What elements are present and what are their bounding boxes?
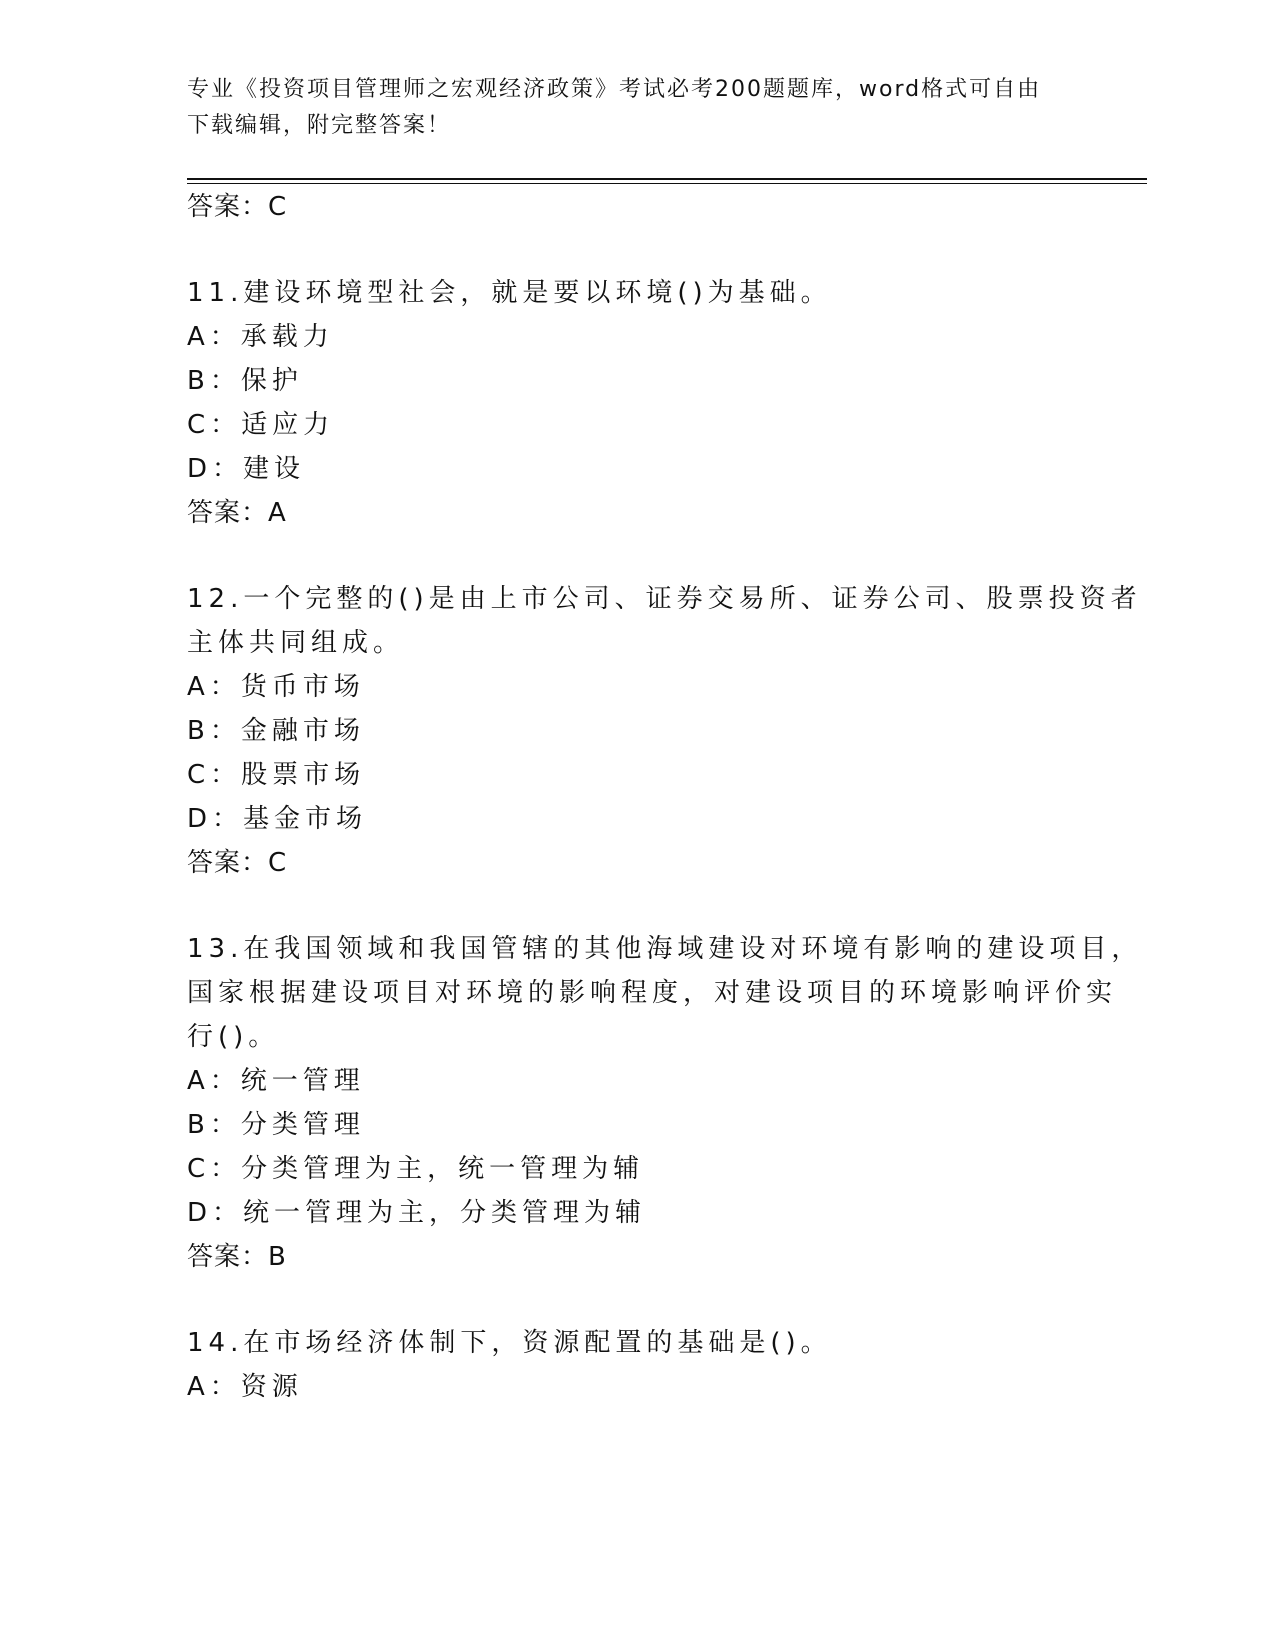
- question-11-option-a: A：承载力: [187, 322, 334, 352]
- question-14-stem: 14.在市场经济体制下，资源配置的基础是()。: [187, 1328, 832, 1358]
- question-11-answer: 答案：A: [187, 498, 287, 528]
- question-13-answer: 答案：B: [187, 1242, 287, 1272]
- question-11-option-c: C：适应力: [187, 410, 335, 440]
- question-11-option-d: D：建设: [187, 454, 306, 484]
- previous-answer: 答案：C: [187, 192, 288, 222]
- question-12-stem-line-1: 12.一个完整的()是由上市公司、证券交易所、证券公司、股票投资者: [187, 584, 1142, 614]
- question-12-option-c: C：股票市场: [187, 760, 366, 790]
- question-13-stem-line-3: 行()。: [187, 1022, 280, 1052]
- header-line-2: 下载编辑，附完整答案！: [187, 113, 452, 138]
- question-13-stem-line-2: 国家根据建设项目对环境的影响程度，对建设项目的环境影响评价实: [187, 978, 1118, 1008]
- header-divider-thick: [187, 178, 1147, 180]
- header-divider-thin: [187, 183, 1147, 184]
- question-12-option-b: B：金融市场: [187, 716, 365, 746]
- document-header: [187, 72, 1067, 144]
- question-13-option-d: D：统一管理为主，分类管理为辅: [187, 1198, 647, 1228]
- header-line-1: 专业《投资项目管理师之宏观经济政策》考试必考200题题库，word格式可自由: [187, 77, 1042, 102]
- question-13-option-b: B：分类管理: [187, 1110, 365, 1140]
- question-12-stem-line-2: 主体共同组成。: [187, 628, 405, 658]
- question-11-option-b: B：保护: [187, 366, 303, 396]
- question-13-stem-line-1: 13.在我国领域和我国管辖的其他海域建设对环境有影响的建设项目，: [187, 934, 1143, 964]
- question-12-option-a: A：货币市场: [187, 672, 365, 702]
- question-13-option-a: A：统一管理: [187, 1066, 365, 1096]
- question-13-option-c: C：分类管理为主，统一管理为辅: [187, 1154, 645, 1184]
- question-14-option-a: A：资源: [187, 1372, 303, 1402]
- question-12-option-d: D：基金市场: [187, 804, 368, 834]
- question-11-stem: 11.建设环境型社会，就是要以环境()为基础。: [187, 278, 832, 308]
- question-12-answer: 答案：C: [187, 848, 288, 878]
